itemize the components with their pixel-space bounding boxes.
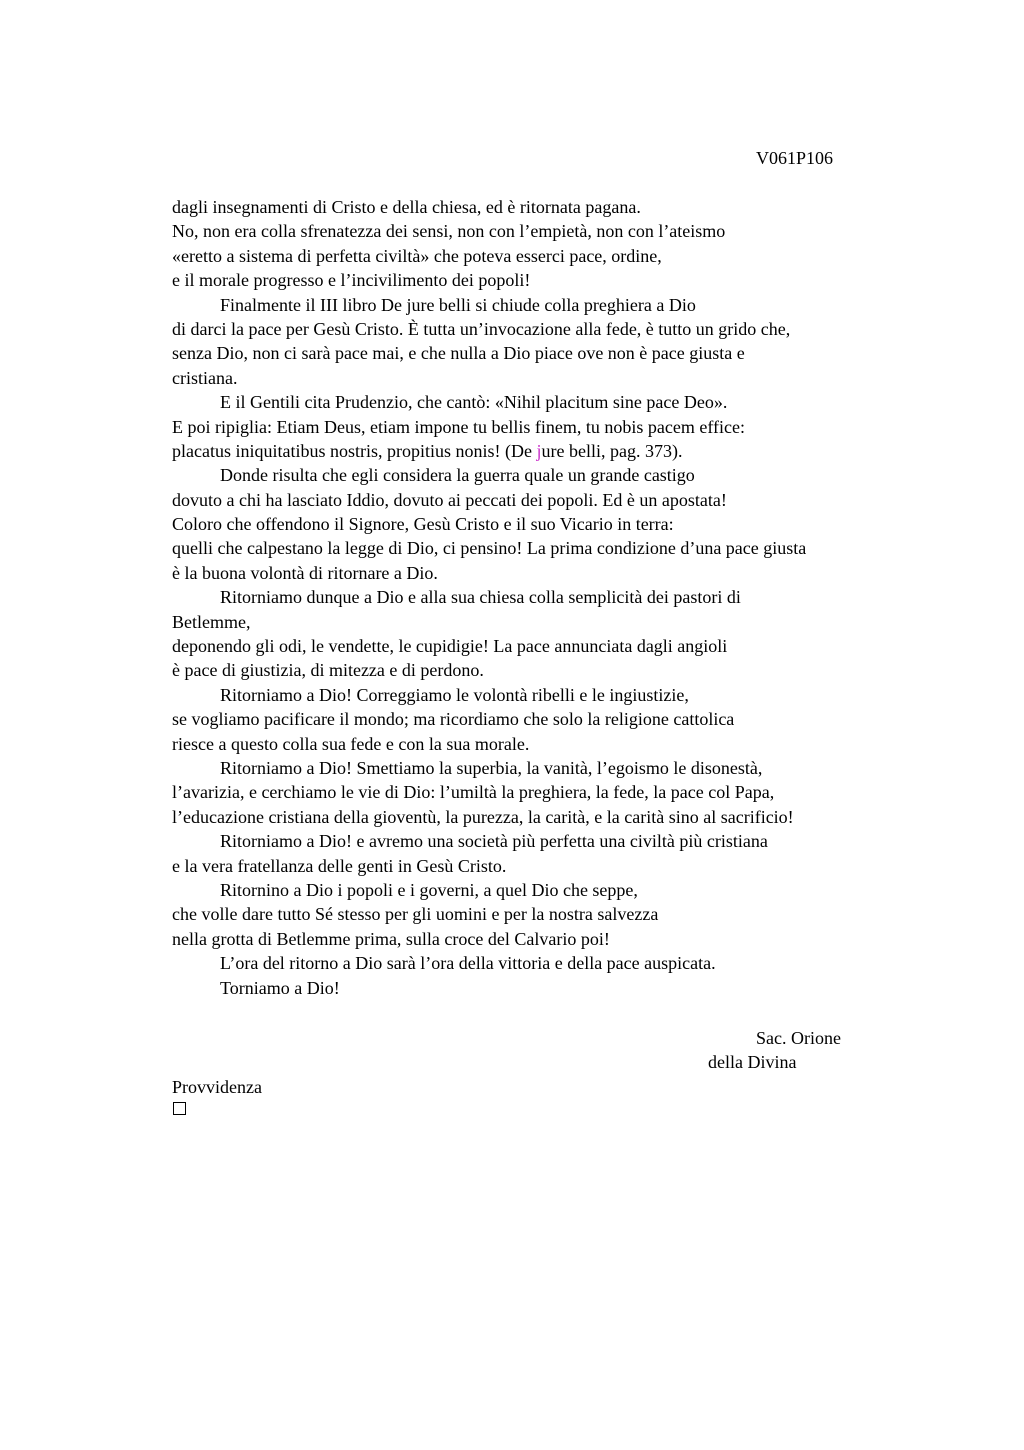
text-line: «eretto a sistema di perfetta civiltà» che poteva esserci pace, ordine,: [172, 245, 662, 266]
empty-box-glyph-icon: [173, 1102, 186, 1115]
signature-name: Sac. Orione: [756, 1028, 841, 1048]
text-line: e la vera fratellanza delle genti in Gesù Cristo.: [172, 855, 507, 876]
letter-body: [172, 197, 932, 1002]
text-line: No, non era colla sfrenatezza dei sensi, non con l’empietà, non con l’ateismo: [172, 221, 726, 242]
text-line: quelli che calpestano la legge di Dio, ci pensino! La prima condizione d’una pace giusta: [172, 538, 807, 559]
text-line: che volle dare tutto Sé stesso per gli uomini e per la nostra salvezza: [172, 904, 659, 925]
text-line: riesce a questo colla sua fede e con la sua morale.: [172, 733, 530, 754]
paragraph-start-line: Ritorniamo dunque a Dio e alla sua chiesa colla semplicità dei pastori di: [220, 587, 741, 608]
page-id: V061P106: [756, 148, 834, 168]
text-line: Betlemme,: [172, 611, 251, 632]
text-line: Coloro che offendono il Signore, Gesù Cristo e il suo Vicario in terra:: [172, 514, 674, 535]
paragraph-start-line: Ritorniamo a Dio! e avremo una società più perfetta una civiltà più cristiana: [220, 831, 768, 852]
text-line: è pace di giustizia, di mitezza e di perdono.: [172, 660, 484, 681]
citation-text-before: placatus iniquitatibus nostris, propitius nonis! (De: [172, 440, 537, 461]
text-line: l’avarizia, e cerchiamo le vie di Dio: l’umiltà la preghiera, la fede, la pace col Papa,: [172, 782, 775, 803]
text-line: deponendo gli odi, le vendette, le cupidigie! La pace annunciata dagli angioli: [172, 636, 728, 657]
text-line: se vogliamo pacificare il mondo; ma ricordiamo che solo la religione cattolica: [172, 709, 735, 730]
highlighted-letter: j: [536, 440, 542, 461]
text-line: senza Dio, non ci sarà pace mai, e che nulla a Dio piace ove non è pace giusta e: [172, 343, 745, 364]
paragraph-start-line: Ritorniamo a Dio! Smettiamo la superbia, la vanità, l’egoismo le disonestà,: [220, 757, 763, 778]
text-line: è la buona volontà di ritornare a Dio.: [172, 562, 438, 583]
text-line: l’educazione cristiana della gioventù, la purezza, la carità, e la carità sino al sacrificio!: [172, 806, 794, 827]
paragraph-start-line: Ritorniamo a Dio! Correggiamo le volontà ribelli e le ingiustizie,: [220, 684, 689, 705]
citation-line: [172, 441, 932, 465]
paragraph-start-line: Finalmente il III libro De jure belli si chiude colla preghiera a Dio: [220, 294, 696, 315]
text-line: e il morale progresso e l’incivilimento dei popoli!: [172, 270, 531, 291]
paragraph-start-line: Ritornino a Dio i popoli e i governi, a quel Dio che seppe,: [220, 879, 638, 900]
text-line: nella grotta di Betlemme prima, sulla croce del Calvario poi!: [172, 928, 610, 949]
text-line: di darci la pace per Gesù Cristo. È tutta un’invocazione alla fede, è tutto un grido che,: [172, 318, 791, 339]
text-line: dagli insegnamenti di Cristo e della chiesa, ed è ritornata pagana.: [172, 197, 641, 217]
text-line: cristiana.: [172, 367, 238, 388]
citation-text-after: ure belli, pag. 373).: [541, 440, 683, 461]
text-line: dovuto a chi ha lasciato Iddio, dovuto ai peccati dei popoli. Ed è un apostata!: [172, 489, 727, 510]
paragraph-start-line: E il Gentili cita Prudenzio, che cantò: «Nihil placitum sine pace Deo».: [220, 392, 728, 413]
signature-congregation-continued: Provvidenza: [172, 1077, 262, 1097]
paragraph-start-line: Torniamo a Dio!: [220, 977, 340, 998]
text-line: E poi ripiglia: Etiam Deus, etiam impone tu bellis finem, tu nobis pacem effice:: [172, 416, 746, 437]
paragraph-start-line: Donde risulta che egli considera la guerra quale un grande castigo: [220, 465, 695, 486]
paragraph-start-line: L’ora del ritorno a Dio sarà l’ora della vittoria e della pace auspicata.: [220, 953, 716, 974]
signature-congregation: della Divina: [708, 1052, 797, 1072]
